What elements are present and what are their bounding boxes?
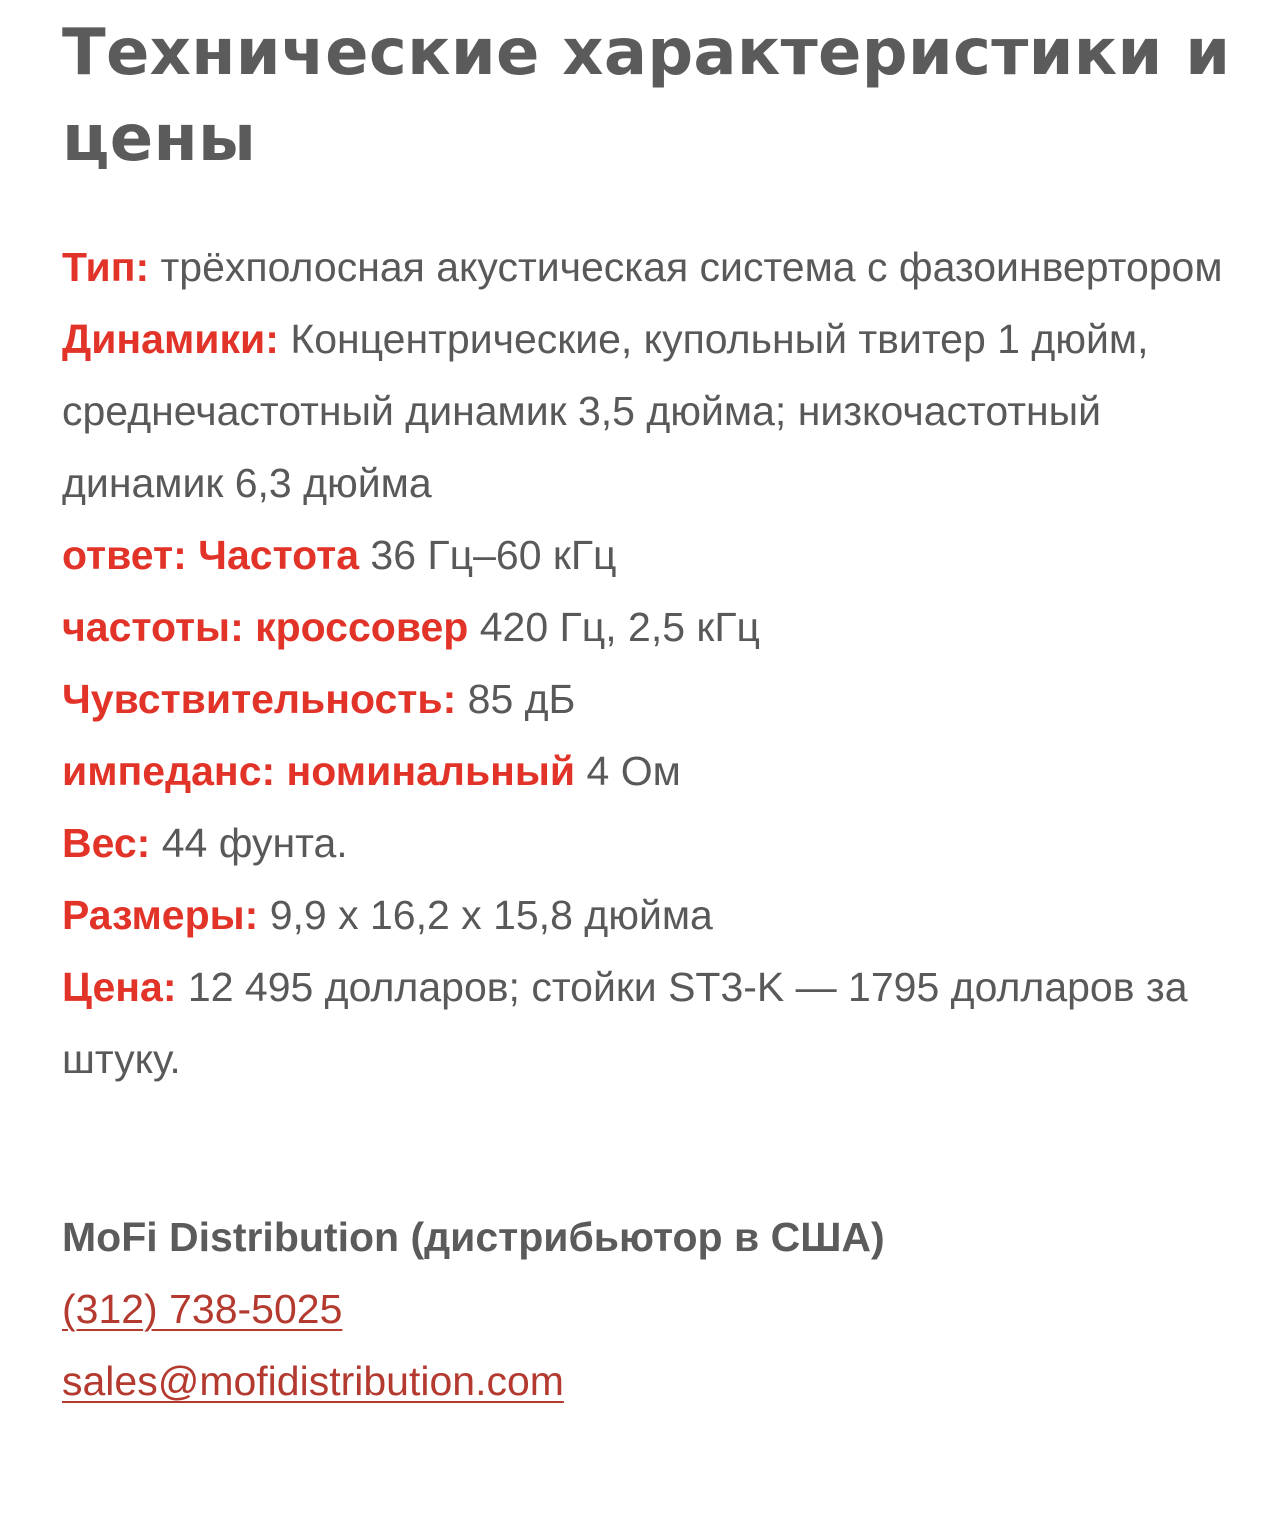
spec-label: Тип: <box>62 244 150 290</box>
spec-label: импеданс: номинальный <box>62 748 576 794</box>
spec-value: 4 Ом <box>586 748 681 794</box>
spec-impedance <box>62 735 1242 807</box>
email-link[interactable]: sales@mofidistribution.com <box>62 1358 564 1404</box>
spec-dimensions <box>62 879 1242 951</box>
spec-label: Динамики: <box>62 316 279 362</box>
spec-value: 12 495 долларов; стойки ST3-K — 1795 долларов за штуку. <box>62 964 1188 1082</box>
spec-value: Концентрические, купольный твитер 1 дюйм, среднечастотный динамик 3,5 дюйма; низкочастотный динамик 6,3 дюйма <box>62 316 1149 506</box>
spec-value: 36 Гц–60 кГц <box>370 532 617 578</box>
spec-crossover <box>62 591 1242 663</box>
distributor-name: MoFi Distribution (дистрибьютор в США) <box>62 1214 885 1260</box>
spec-value: 420 Гц, 2,5 кГц <box>479 604 761 650</box>
phone-link[interactable]: (312) 738-5025 <box>62 1286 343 1332</box>
spec-value: 44 фунта. <box>161 820 348 866</box>
spec-value: трёхполосная акустическая система с фазоинвертором <box>160 244 1223 290</box>
spec-drivers <box>62 303 1242 519</box>
spec-label: Размеры: <box>62 892 259 938</box>
spec-label: ответ: Частота <box>62 532 360 578</box>
spec-label: Вес: <box>62 820 151 866</box>
spec-label: частоты: кроссовер <box>62 604 469 650</box>
spec-sensitivity <box>62 663 1242 735</box>
spec-value: 85 дБ <box>467 676 576 722</box>
spec-label: Чувствительность: <box>62 676 457 722</box>
spec-price <box>62 951 1242 1095</box>
spec-type <box>62 231 1242 303</box>
spec-list <box>62 231 1242 1095</box>
spec-frequency-response <box>62 519 1242 591</box>
spec-weight <box>62 807 1242 879</box>
spec-label: Цена: <box>62 964 177 1010</box>
contact-block <box>62 1201 1242 1417</box>
article-section <box>62 10 1242 1417</box>
spec-value: 9,9 x 16,2 x 15,8 дюйма <box>269 892 713 938</box>
section-title: Технические характеристики и цены <box>62 16 1231 176</box>
